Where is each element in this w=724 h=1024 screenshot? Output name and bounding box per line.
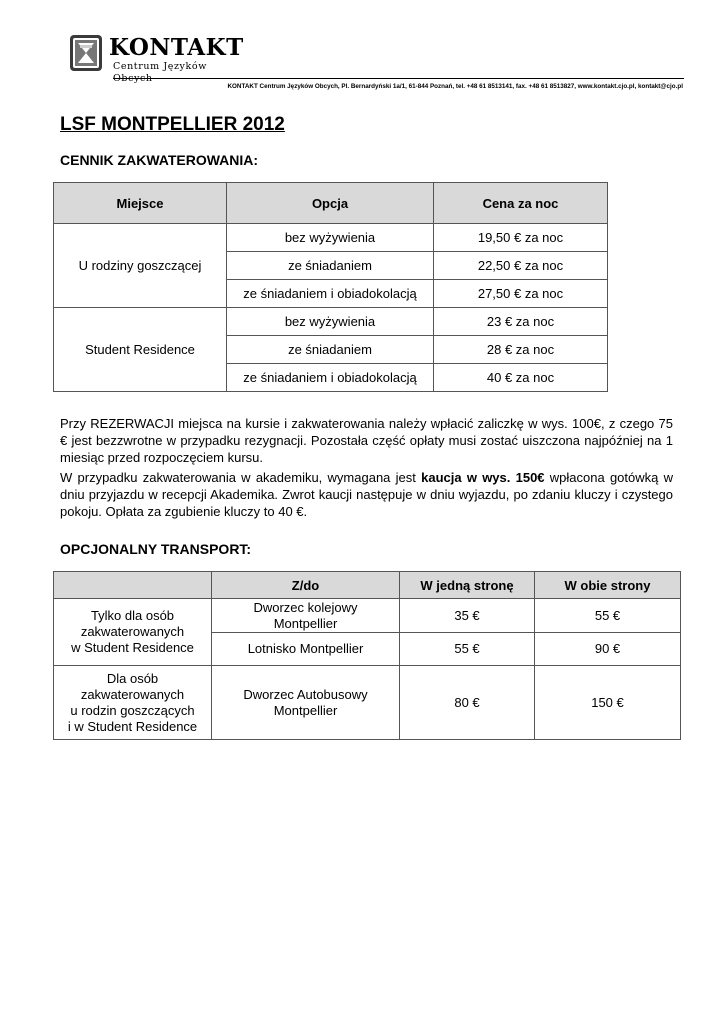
table-row	[54, 224, 608, 252]
logo-subtitle: Centrum Języków Obcych	[113, 61, 207, 84]
table-header-row	[54, 183, 608, 224]
one-way-price-cell: 80 €	[400, 666, 535, 740]
price-cell: 19,50 € za noc	[434, 224, 608, 252]
column-header-route: Z/do	[212, 572, 400, 599]
route-cell: Dworzec Autobusowy Montpellier	[212, 666, 400, 740]
deposit-note-text: W przypadku zakwaterowania w akademiku, wymagana jest	[60, 470, 422, 485]
place-cell: Student Residence	[54, 308, 227, 392]
place-cell: U rodziny goszczącej	[54, 224, 227, 308]
company-logo	[69, 34, 249, 84]
column-header-one-way: W jedną stronę	[400, 572, 535, 599]
both-ways-price-cell: 90 €	[535, 633, 681, 666]
route-cell: Dworzec kolejowy Montpellier	[212, 599, 400, 633]
kontakt-logo-icon	[69, 34, 103, 72]
table-row	[54, 308, 608, 336]
price-cell: 23 € za noc	[434, 308, 608, 336]
logo-name: KONTAKT	[109, 34, 244, 61]
deposit-note	[60, 469, 673, 520]
option-cell: bez wyżywienia	[227, 308, 434, 336]
option-cell: ze śniadaniem	[227, 252, 434, 280]
deposit-amount: kaucja w wys. 150€	[421, 470, 545, 485]
price-cell: 27,50 € za noc	[434, 280, 608, 308]
document-title: LSF MONTPELLIER 2012	[60, 114, 285, 135]
accommodation-heading: CENNIK ZAKWATEROWANIA:	[60, 152, 259, 168]
table-row	[54, 666, 681, 740]
reservation-note: Przy REZERWACJI miejsca na kursie i zakwaterowania należy wpłacić zaliczkę w wys. 100€, z czego 75 € jest bezzwrotne w przypadku rezygnacji. Pozostała część opłaty musi zostać uiszczona najpóźniej na 1 miesiąc przed rozpoczęciem kursu.	[60, 416, 673, 465]
contact-info: KONTAKT Centrum Języków Obcych, Pl. Bernardyński 1a/1, 61-844 Poznań, tel. +48 61 8513141, fax. +48 61 8513827, www.kontakt.cjo.pl, kontakt@cjo.pl	[227, 83, 683, 90]
price-cell: 22,50 € za noc	[434, 252, 608, 280]
eligibility-cell: Tylko dla osób zakwaterowanych w Student Residence	[54, 599, 212, 666]
column-header-both-ways: W obie strony	[535, 572, 681, 599]
route-cell: Lotnisko Montpellier	[212, 633, 400, 666]
option-cell: bez wyżywienia	[227, 224, 434, 252]
transport-heading: OPCJONALNY TRANSPORT:	[60, 541, 252, 557]
column-header-price: Cena za noc	[434, 183, 608, 224]
column-header-option: Opcja	[227, 183, 434, 224]
both-ways-price-cell: 55 €	[535, 599, 681, 633]
price-cell: 40 € za noc	[434, 364, 608, 392]
price-cell: 28 € za noc	[434, 336, 608, 364]
deposit-note-text: wpłacona gotówką w dniu przyjazdu w recepcji Akademika. Zwrot kaucji następuje w dniu wyjazdu, po zdaniu kluczy i czystego pokoju. Opłata za zgubienie kluczy to 40 €.	[60, 470, 674, 519]
column-header-empty	[54, 572, 212, 599]
accommodation-table	[53, 182, 608, 392]
both-ways-price-cell: 150 €	[535, 666, 681, 740]
option-cell: ze śniadaniem i obiadokolacją	[227, 280, 434, 308]
column-header-place: Miejsce	[54, 183, 227, 224]
transport-table	[53, 571, 681, 740]
one-way-price-cell: 35 €	[400, 599, 535, 633]
one-way-price-cell: 55 €	[400, 633, 535, 666]
header-divider	[113, 78, 684, 79]
option-cell: ze śniadaniem	[227, 336, 434, 364]
option-cell: ze śniadaniem i obiadokolacją	[227, 364, 434, 392]
eligibility-cell: Dla osób zakwaterowanych u rodzin goszczących i w Student Residence	[54, 666, 212, 740]
table-row	[54, 599, 681, 633]
table-header-row	[54, 572, 681, 599]
